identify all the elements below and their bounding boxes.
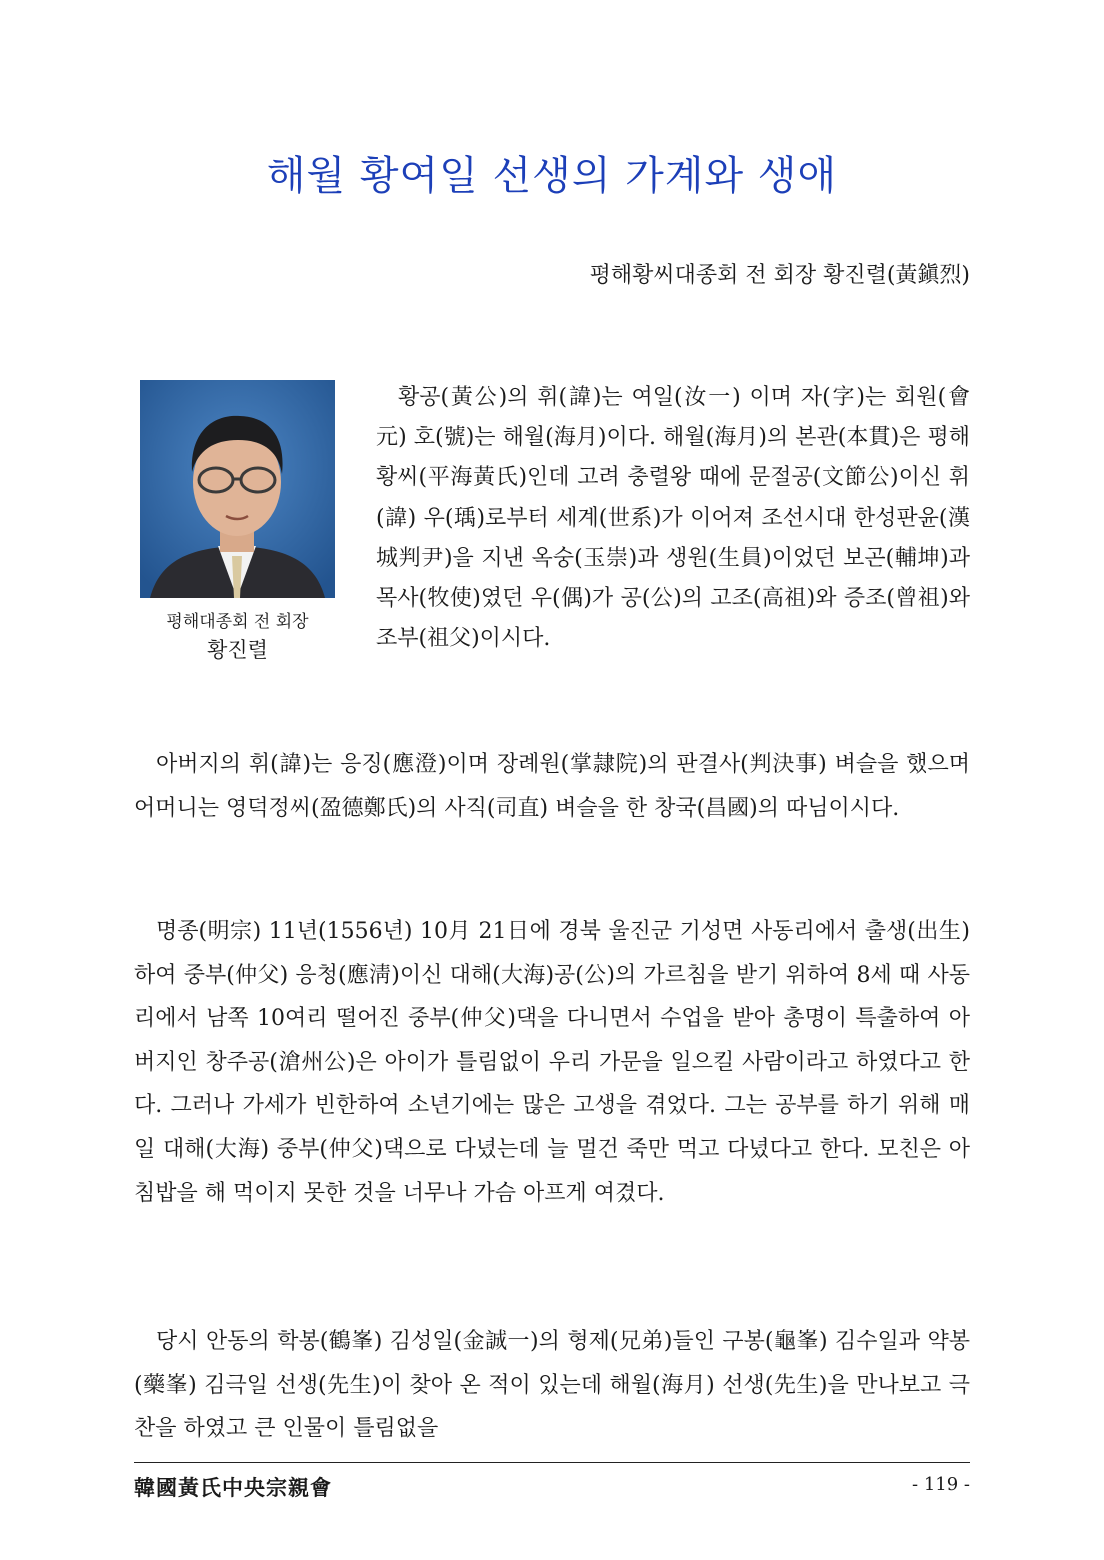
intro-paragraph: 황공(黃公)의 휘(諱)는 여일(汝一) 이며 자(字)는 회원(會元) 호(號)는 해월(海月)이다. 해월(海月)의 본관(本貫)은 평해황씨(平海黃氏)인데 고려 충렬왕 때에 문절공(文節公)이신 휘(諱) 우(瑀)로부터 세계(世系)가 이어져 조선시대 한성판윤(漢城判尹)을 지낸 옥숭(玉崇)과 생원(生員)이었던 보곤(輔坤)과 목사(牧使)였던 우(偶)가 공(公)의 고조(高祖)와 증조(曾祖)와 조부(祖父)이시다. [376, 385, 970, 652]
footer-organization: 韓國黃氏中央宗親會 [134, 1475, 332, 1500]
article-author: 평해황씨대종회 전 회장 황진렬(黃鎭烈) [589, 263, 970, 288]
footer-divider [134, 1462, 970, 1463]
body-paragraph-parents: 아버지의 휘(諱)는 응징(應澄)이며 장례원(掌隷院)의 판결사(判決事) 벼슬을 했으며 어머니는 영덕정씨(盈德鄭氏)의 사직(司直) 벼슬을 한 창국(昌國)의 따님이시다. [134, 752, 970, 821]
article-title: 해월 황여일 선생의 가계와 생애 [266, 153, 838, 199]
body-paragraph-visitors: 당시 안동의 학봉(鶴峯) 김성일(金誠一)의 형제(兄弟)들인 구봉(龜峯) 김수일과 약봉(藥峯) 김극일 선생(先生)이 찾아 온 적이 있는데 해월(海月) 선생(先生)을 만나보고 극찬을 하였고 큰 인물이 틀림없을 [134, 1329, 970, 1442]
caption-name: 황진렬 [207, 638, 268, 662]
author-portrait-photo [140, 380, 335, 598]
photo-caption [130, 608, 345, 664]
body-paragraph-birth: 명종(明宗) 11년(1556년) 10月 21日에 경북 울진군 기성면 사동리에서 출생(出生)하여 중부(仲父) 응청(應淸)이신 대해(大海)공(公)의 가르침을 받기 위하여 8세 때 사동리에서 남쪽 10여리 떨어진 중부(仲父)댁을 다니면서 수업을 받아 총명이 특출하여 아버지인 창주공(滄州公)은 아이가 틀림없이 우리 가문을 일으킬 사람이라고 하였다고 한다. 그러나 가세가 빈한하여 소년기에는 많은 고생을 겪었다. 그는 공부를 하기 위해 매일 대해(大海) 중부(仲父)댁으로 다녔는데 늘 멀건 죽만 먹고 다녔다고 한다. 모친은 아침밥을 해 먹이지 못한 것을 너무나 가슴 아프게 여겼다. [134, 919, 971, 1206]
page-number: - 119 - [912, 1474, 970, 1495]
portrait-image [140, 380, 335, 598]
caption-role: 평해대종회 전 회장 [166, 612, 309, 632]
